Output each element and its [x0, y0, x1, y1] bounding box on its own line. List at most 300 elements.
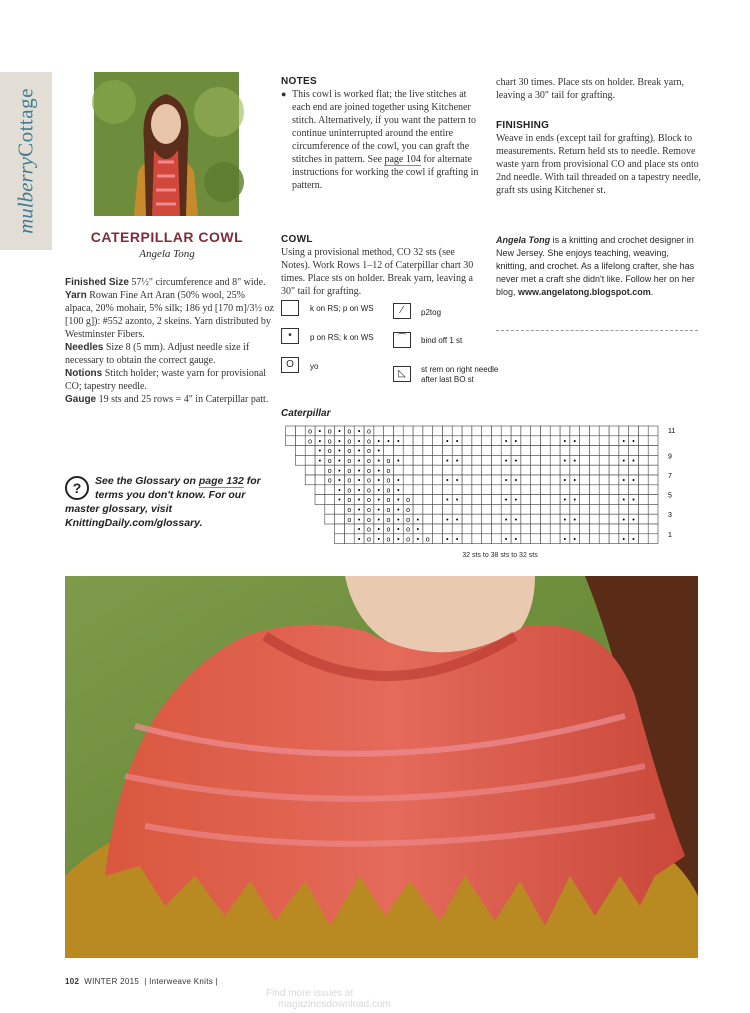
chart-cell — [491, 436, 501, 446]
chart-cell — [442, 485, 452, 495]
chart-symbol: • — [377, 467, 380, 475]
chart-symbol: o — [347, 458, 352, 465]
chart-cell — [433, 534, 443, 544]
chart-cell — [491, 514, 501, 524]
chart-cell — [325, 504, 335, 514]
chart-cell — [413, 485, 423, 495]
watermark: Find more issues at magazinesdownload.com — [266, 988, 391, 1010]
chart-symbol: o — [406, 536, 411, 544]
chart-cell — [560, 504, 570, 514]
chart-cell — [403, 485, 413, 495]
caterpillar-chart — [280, 422, 700, 548]
chart-symbol: o — [347, 438, 352, 446]
chart-symbol: • — [573, 516, 576, 524]
glossary-page-link[interactable]: page 132 — [198, 475, 244, 487]
chart-symbol: • — [416, 516, 420, 524]
chart-cell — [550, 475, 560, 485]
chart-cell — [472, 436, 482, 446]
chart-symbol: • — [455, 516, 459, 524]
chart-symbol: o — [347, 428, 352, 436]
chart-cell — [403, 455, 413, 465]
chart-cell — [482, 446, 492, 456]
chart-cell — [550, 426, 560, 436]
chart-symbol: o — [386, 536, 391, 544]
chart-cell — [540, 495, 550, 505]
chart-symbol: o — [386, 516, 391, 524]
chart-cell — [433, 426, 443, 436]
finishing-heading: FINISHING — [496, 120, 550, 131]
page-number: 102 — [65, 977, 80, 986]
chart-cell — [638, 485, 648, 495]
chart-symbol: • — [455, 536, 459, 544]
chart-cell — [580, 524, 590, 534]
chart-symbol: • — [357, 467, 361, 475]
chart-symbol: • — [446, 536, 449, 544]
chart-symbol: • — [377, 526, 380, 534]
chart-symbol: • — [455, 477, 459, 485]
chart-symbol: • — [632, 458, 635, 465]
chart-cell — [550, 534, 560, 544]
chart-cell — [550, 436, 560, 446]
chart-symbol: • — [377, 438, 380, 446]
chart-symbol: • — [357, 526, 361, 534]
chart-symbol: • — [632, 516, 635, 524]
chart-cell — [609, 465, 619, 475]
chart-symbol: • — [446, 438, 449, 446]
chart-cell — [423, 514, 433, 524]
page-footer: 102 WINTER 2015 | Interweave Knits | — [65, 977, 218, 986]
chart-cell — [599, 504, 609, 514]
chart-symbol: • — [338, 458, 341, 465]
cowl-text-continued: chart 30 times. Place sts on holder. Break yarn, leaving a 30" tail for grafting. — [496, 77, 685, 101]
chart-symbol: o — [366, 477, 371, 485]
spec-yarn: Yarn Rowan Fine Art Aran (50% wool, 25% alpaca, 20% mohair, 5% silk; 186 yd [170 m]/3½ oz [100 g]): #552 azonto, 2 skeins. Yarn distributed by Westminster Fibers. — [65, 290, 274, 340]
chart-symbol: • — [622, 458, 625, 465]
chart-symbol: • — [514, 536, 518, 544]
chart-cell — [472, 534, 482, 544]
chart-symbol: o — [366, 438, 371, 446]
chart-symbol: o — [347, 467, 352, 475]
chart-row-label: 1 — [668, 531, 672, 539]
chart-cell — [305, 455, 315, 465]
chart-cell — [521, 436, 531, 446]
chart-cell — [638, 495, 648, 505]
chart-symbol: • — [622, 438, 625, 446]
chart-cell — [531, 465, 541, 475]
chart-cell — [384, 446, 394, 456]
chart-cell — [540, 514, 550, 524]
chart-symbol: • — [563, 516, 567, 524]
chart-symbol: • — [514, 477, 518, 485]
chart-symbol: • — [338, 467, 341, 475]
chart-cell — [599, 495, 609, 505]
key-knit-label: k on RS; p on WS — [310, 304, 374, 313]
chart-cell — [423, 446, 433, 456]
chart-symbol: o — [366, 428, 371, 436]
chart-cell — [452, 426, 462, 436]
chart-cell — [423, 475, 433, 485]
chart-symbol: • — [377, 497, 380, 505]
chart-symbol: • — [416, 526, 420, 534]
chart-cell — [403, 475, 413, 485]
chart-cell — [609, 514, 619, 524]
chart-cell — [521, 455, 531, 465]
chart-symbol: • — [397, 526, 400, 534]
chart-cell — [295, 455, 305, 465]
chart-cell — [442, 504, 452, 514]
chart-cell — [521, 514, 531, 524]
pattern-title: CATERPILLAR COWL — [90, 229, 244, 245]
chart-symbol: • — [397, 438, 400, 446]
chart-symbol: • — [357, 507, 361, 514]
chart-symbol: • — [377, 516, 380, 524]
chart-cell — [433, 455, 443, 465]
question-icon: ? — [65, 476, 89, 500]
chart-cell — [589, 426, 599, 436]
chart-cell — [599, 465, 609, 475]
chart-symbol: o — [386, 507, 391, 514]
chart-cell — [521, 475, 531, 485]
chart-symbol: o — [406, 507, 411, 514]
chart-cell — [560, 524, 570, 534]
chart-cell — [580, 534, 590, 544]
chart-symbol: • — [377, 477, 380, 485]
chart-cell — [462, 446, 472, 456]
chart-cell — [335, 514, 345, 524]
chart-symbol: o — [406, 497, 411, 505]
chart-cell — [638, 514, 648, 524]
chart-cell — [344, 524, 354, 534]
chart-cell — [452, 465, 462, 475]
notes-heading: NOTES — [281, 76, 317, 87]
chart-symbol: o — [347, 507, 352, 514]
chart-cell — [619, 485, 629, 495]
chart-cell — [433, 504, 443, 514]
chart-cell — [589, 446, 599, 456]
chart-cell — [433, 485, 443, 495]
chart-cell — [501, 426, 511, 436]
chart-cell — [648, 534, 658, 544]
chart-cell — [511, 524, 521, 534]
chart-symbol: o — [406, 526, 411, 534]
chart-cell — [589, 455, 599, 465]
chart-cell — [325, 485, 335, 495]
chart-cell — [629, 426, 639, 436]
chart-cell — [609, 436, 619, 446]
chart-symbol: • — [514, 458, 518, 465]
chart-cell — [589, 534, 599, 544]
chart-cell — [589, 514, 599, 524]
chart-cell — [305, 475, 315, 485]
chart-symbol: o — [366, 487, 371, 495]
key-p2tog-symbol: ⁄ — [393, 303, 411, 319]
chart-symbol: • — [338, 487, 341, 495]
chart-symbol: o — [347, 516, 352, 524]
chart-row-label: 11 — [668, 428, 676, 435]
chart-symbol: • — [563, 536, 567, 544]
chart-symbol: o — [366, 458, 371, 465]
chart-symbol: o — [366, 497, 371, 505]
chart-symbol: o — [386, 497, 391, 505]
chart-cell — [531, 455, 541, 465]
chart-cell — [335, 534, 345, 544]
chart-symbol: • — [357, 438, 361, 446]
chart-cell — [570, 446, 580, 456]
chart-cell — [491, 504, 501, 514]
chart-cell — [599, 436, 609, 446]
chart-cell — [599, 514, 609, 524]
chart-cell — [501, 465, 511, 475]
chart-cell — [462, 514, 472, 524]
chart-cell — [648, 465, 658, 475]
chart-cell — [599, 475, 609, 485]
chart-cell — [413, 465, 423, 475]
chart-cell — [472, 465, 482, 475]
chart-cell — [521, 465, 531, 475]
chart-cell — [540, 455, 550, 465]
chart-cell — [648, 436, 658, 446]
chart-cell — [491, 524, 501, 534]
chart-symbol: o — [347, 477, 352, 485]
chart-cell — [638, 426, 648, 436]
chart-cell — [629, 524, 639, 534]
chart-cell — [609, 495, 619, 505]
chart-cell — [384, 426, 394, 436]
chart-symbol: • — [573, 458, 576, 465]
chart-cell — [472, 514, 482, 524]
chart-cell — [325, 495, 335, 505]
chart-symbol: • — [357, 536, 361, 544]
chart-cell — [295, 426, 305, 436]
chart-symbol: • — [504, 497, 508, 505]
chart-cell — [570, 504, 580, 514]
pattern-author: Angela Tong — [139, 248, 195, 260]
chart-cell — [423, 455, 433, 465]
chart-cell — [305, 465, 315, 475]
chart-cell — [540, 465, 550, 475]
chart-symbol: o — [327, 477, 332, 485]
chart-symbol: • — [377, 507, 380, 514]
chart-cell — [638, 446, 648, 456]
chart-symbol: • — [622, 516, 625, 524]
chart-cell — [638, 534, 648, 544]
chart-cell — [442, 524, 452, 534]
chart-cell — [609, 426, 619, 436]
chart-cell — [452, 504, 462, 514]
designer-bio: Angela Tong is a knitting and crochet designer in New Jersey. She enjoys teaching, weaving, knitting, and crochet. As a lifelong crafter, she has never met a craft she didn't like. Follow her on her blog, www.angelatong.blogspot.com. — [496, 235, 695, 297]
chart-cell — [511, 504, 521, 514]
chart-cell — [482, 485, 492, 495]
chart-cell — [521, 504, 531, 514]
chart-symbol: • — [504, 516, 508, 524]
chart-symbol: o — [366, 507, 371, 514]
chart-symbol: • — [318, 428, 322, 436]
chart-cell — [589, 524, 599, 534]
chart-symbol: • — [416, 536, 420, 544]
key-purl-symbol: • — [281, 328, 299, 344]
chart-cell — [648, 426, 658, 436]
notes-page-link[interactable]: page 104 — [384, 154, 421, 165]
chart-row-label: 5 — [668, 492, 672, 500]
chart-cell — [609, 475, 619, 485]
chart-symbol: • — [573, 438, 576, 446]
chart-cell — [462, 524, 472, 534]
chart-symbol: • — [563, 497, 567, 505]
chart-cell — [472, 446, 482, 456]
chart-symbol: o — [386, 526, 391, 534]
section-tab — [0, 72, 52, 250]
chart-cell — [550, 524, 560, 534]
chart-symbol: • — [622, 536, 625, 544]
chart-cell — [521, 524, 531, 534]
chart-cell — [295, 436, 305, 446]
chart-symbol: • — [338, 448, 341, 456]
chart-cell — [521, 534, 531, 544]
chart-cell — [619, 524, 629, 534]
chart-cell — [511, 446, 521, 456]
chart-symbol: • — [573, 536, 576, 544]
chart-symbol: • — [318, 448, 322, 456]
chart-symbol: • — [504, 536, 508, 544]
chart-cell — [550, 504, 560, 514]
cowl-text: Using a provisional method, CO 32 sts (see Notes). Work Rows 1–12 of Caterpillar chart 30 times. Place sts on holder. Break yarn, leaving a 30" tail for grafting. — [281, 247, 474, 297]
chart-cell — [482, 514, 492, 524]
chart-symbol: • — [573, 497, 576, 505]
chart-cell — [403, 465, 413, 475]
chart-cell — [335, 524, 345, 534]
chart-cell — [540, 534, 550, 544]
chart-cell — [629, 446, 639, 456]
chart-cell — [482, 495, 492, 505]
chart-cell — [472, 504, 482, 514]
chart-symbol: • — [357, 458, 361, 465]
chart-symbol: o — [366, 516, 371, 524]
chart-cell — [462, 455, 472, 465]
chart-symbol: o — [386, 458, 391, 465]
model-thumbnail-photo — [94, 72, 239, 216]
chart-symbol: • — [377, 487, 380, 495]
key-bindoff-label: bind off 1 st — [421, 336, 463, 345]
chart-cell — [491, 446, 501, 456]
chart-cell — [570, 524, 580, 534]
chart-cell — [413, 446, 423, 456]
chart-cell — [531, 436, 541, 446]
chart-cell — [589, 475, 599, 485]
chart-cell — [638, 436, 648, 446]
chart-symbol: • — [446, 458, 449, 465]
bullet-icon: ● — [281, 89, 287, 99]
chart-symbol: • — [563, 458, 567, 465]
chart-cell — [462, 485, 472, 495]
chart-symbol: • — [514, 497, 518, 505]
chart-cell — [540, 485, 550, 495]
chart-cell — [482, 534, 492, 544]
chart-cell — [540, 436, 550, 446]
chart-cell — [531, 426, 541, 436]
chart-cell — [462, 465, 472, 475]
section-brand: mulberryCottage — [13, 88, 38, 234]
chart-cell — [325, 514, 335, 524]
chart-symbol: • — [632, 536, 635, 544]
chart-symbol: • — [397, 497, 400, 505]
spec-needles: Needles Size 8 (5 mm). Adjust needle size if necessary to obtain the correct gauge. — [65, 342, 250, 366]
chart-cell — [442, 446, 452, 456]
chart-cell — [491, 455, 501, 465]
chart-symbol: • — [397, 516, 400, 524]
chart-symbol: • — [377, 536, 380, 544]
spec-gauge: Gauge 19 sts and 25 rows = 4" in Caterpillar patt. — [65, 394, 269, 405]
chart-cell — [550, 465, 560, 475]
chart-cell — [413, 495, 423, 505]
chart-symbol: • — [514, 516, 518, 524]
chart-symbol: • — [455, 458, 459, 465]
chart-cell — [521, 426, 531, 436]
chart-cell — [423, 504, 433, 514]
chart-cell — [472, 495, 482, 505]
chart-cell — [482, 455, 492, 465]
chart-cell — [482, 465, 492, 475]
chart-cell — [609, 485, 619, 495]
chart-cell — [629, 504, 639, 514]
chart-cell — [560, 485, 570, 495]
chart-cell — [423, 465, 433, 475]
chart-cell — [589, 436, 599, 446]
chart-cell — [472, 455, 482, 465]
chart-symbol: • — [563, 438, 567, 446]
chart-cell — [638, 475, 648, 485]
chart-cell — [619, 465, 629, 475]
chart-cell — [462, 426, 472, 436]
chart-cell — [599, 426, 609, 436]
chart-cell — [589, 495, 599, 505]
chart-cell — [540, 524, 550, 534]
key-purl-label: p on RS; k on WS — [310, 333, 374, 342]
chart-cell — [599, 446, 609, 456]
chart-symbol: • — [397, 477, 400, 485]
chart-symbol: o — [366, 526, 371, 534]
chart-cell — [393, 446, 403, 456]
chart-cell — [413, 455, 423, 465]
chart-cell — [482, 426, 492, 436]
chart-cell — [482, 436, 492, 446]
notes-text: ● This cowl is worked flat; the live stitches at each end are joined together using Kitchener stitch. Alternatively, if you want the pattern to continue uninterrupted around the entire circumference of the cowl, you can graft the stitches in pattern. See page 104 for alternate instructions for working the cowl if grafting in pattern. — [281, 89, 479, 191]
chart-cell — [619, 446, 629, 456]
chart-cell — [648, 495, 658, 505]
chart-row-label: 9 — [668, 453, 672, 461]
chart-symbol: o — [327, 458, 332, 465]
divider — [496, 330, 698, 331]
chart-cell — [286, 436, 296, 446]
chart-cell — [511, 485, 521, 495]
chart-cell — [501, 446, 511, 456]
chart-cell — [413, 504, 423, 514]
chart-symbol: • — [338, 477, 341, 485]
chart-cell — [472, 426, 482, 436]
chart-symbol: • — [563, 477, 567, 485]
chart-cell — [452, 446, 462, 456]
chart-symbol: • — [338, 428, 341, 436]
chart-cell — [315, 485, 325, 495]
chart-cell — [638, 524, 648, 534]
chart-row-label: 7 — [668, 473, 672, 480]
chart-cell — [511, 465, 521, 475]
chart-cell — [531, 495, 541, 505]
designer-blog-link[interactable]: www.angelatong.blogspot.com — [518, 287, 651, 297]
chart-cell — [580, 436, 590, 446]
chart-cell — [540, 504, 550, 514]
chart-row-label: 3 — [668, 512, 672, 520]
chart-cell — [482, 524, 492, 534]
